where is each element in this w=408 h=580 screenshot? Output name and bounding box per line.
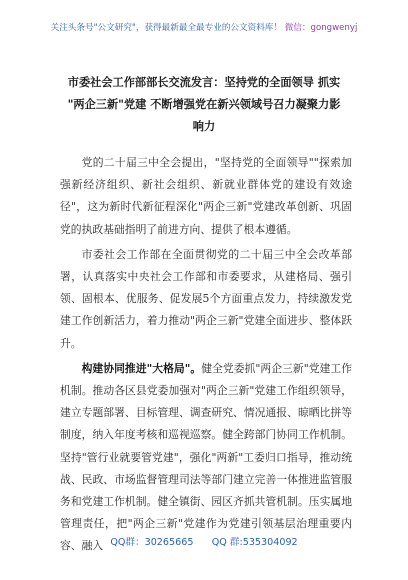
paragraph-1: 党的二十届三中全会提出，"坚持党的全面领导""探索加强新经济组织、新社会组织、新就业群体党的建设有效途径"，这为新时代新征程深化"两企三新"党建改革创新、巩固党的执政基础指明了前进方向、提供了根本遵循。 xyxy=(60,156,352,236)
header-banner xyxy=(22,20,386,36)
document-body xyxy=(60,152,352,561)
paragraph-3 xyxy=(60,358,352,558)
banner-wechat-text: 微信：gongwenyj xyxy=(281,23,358,33)
title-line-1: 市委社会工作部部长交流发言：坚持党的全面领导 抓实 xyxy=(67,76,341,89)
footer-qq-group-1: QQ群：30265665 xyxy=(110,537,194,548)
title-line-2: "两企三新"党建 不断增强党在新兴领域号召力凝聚力影 xyxy=(67,98,341,111)
footer-qq-group-2: QQ 群:535304092 xyxy=(211,537,298,548)
paragraph-3-heading: 构建协同推进"大格局"。 xyxy=(81,361,202,375)
paragraph-2: 市委社会工作部在全面贯彻党的二十届三中全会改革部署，认真落实中央社会工作部和市委要求，从建格局、强引领、固根本、优服务、促发展5个方面重点发力，持续激发党建工作创新活力，着力推动"两企三新"党建全面进步、整体跃升。 xyxy=(60,247,352,350)
banner-promo-text: 关注头条号"公文研究"，获得最新最全最专业的公文资料库！ xyxy=(50,23,282,33)
footer-contact xyxy=(0,535,408,551)
paragraph-3-body: 健全党委抓"两企三新"党建工作机制。推动各区县党委加强对"两企三新"党建工作组织领导，建立专题部署、目标管理、调查研究、情况通报、晾晒比拼等制度，纳入年度考核和巡视巡察。健全跨部门协同工作机制。坚持"管行业就要管党建"，强化"两新"工委归口指导，推动统战、民政、市场监督管理司法等部门建立完善一体推进监管服务和党建工作机制。健全镇街、园区齐抓共管机制。压实属地管理责任，把"两企三新"党建作为党建引领基层治理重要内容、融入 xyxy=(60,361,353,553)
title-line-3: 响力 xyxy=(192,120,216,133)
document-title xyxy=(36,72,372,138)
